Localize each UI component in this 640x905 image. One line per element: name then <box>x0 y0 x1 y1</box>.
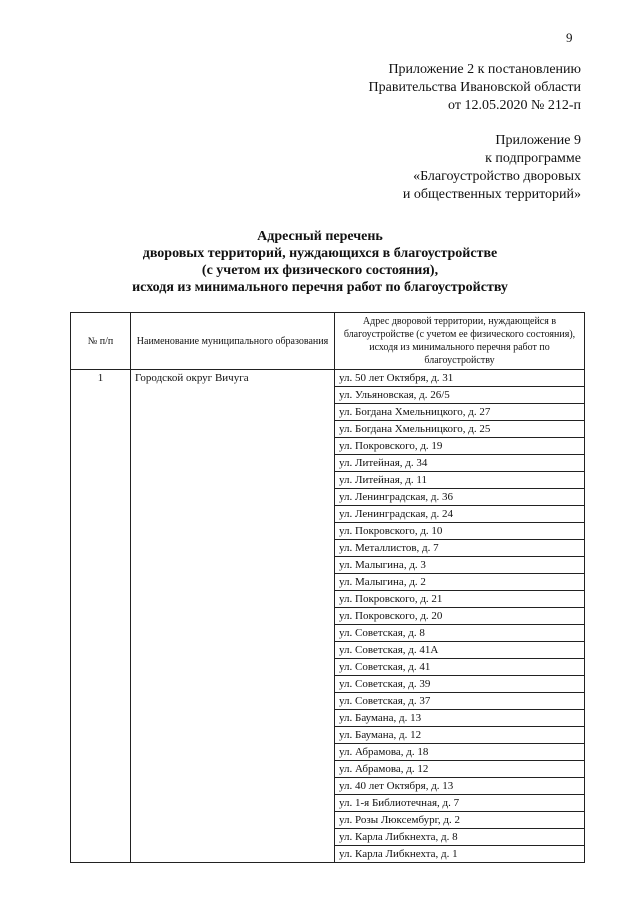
address-cell: ул. Богдана Хмельницкого, д. 27 <box>335 404 585 421</box>
address-cell: ул. 1-я Библиотечная, д. 7 <box>335 795 585 812</box>
annex9-line: Приложение 9 <box>495 133 581 148</box>
address-cell: ул. Малыгина, д. 2 <box>335 574 585 591</box>
annex2-line: от 12.05.2020 № 212-п <box>448 98 581 113</box>
document-title <box>0 228 640 296</box>
annex9-line: к подпрограмме <box>485 151 581 166</box>
header-address: Адрес дворовой территории, нуждающейся в благоустройстве (с учетом ее физического состояния), исходя из минимального перечня работ по благоустройству <box>335 313 585 370</box>
address-cell: ул. 50 лет Октября, д. 31 <box>335 370 585 387</box>
address-cell: ул. Металлистов, д. 7 <box>335 540 585 557</box>
annex9-line: «Благоустройство дворовых <box>413 169 581 184</box>
row-number: 1 <box>71 370 131 863</box>
address-cell: ул. Абрамова, д. 12 <box>335 761 585 778</box>
address-cell: ул. Ленинградская, д. 36 <box>335 489 585 506</box>
header-number: № п/п <box>71 313 131 370</box>
address-cell: ул. Советская, д. 37 <box>335 693 585 710</box>
annex2-reference <box>369 61 581 115</box>
address-cell: ул. Малыгина, д. 3 <box>335 557 585 574</box>
table-header-row <box>71 313 585 370</box>
annex9-reference <box>403 132 581 204</box>
address-cell: ул. Покровского, д. 19 <box>335 438 585 455</box>
address-cell: ул. Розы Люксембург, д. 2 <box>335 812 585 829</box>
header-municipality: Наименование муниципального образования <box>131 313 335 370</box>
municipality-name: Городской округ Вичуга <box>131 370 335 863</box>
address-cell: ул. Ульяновская, д. 26/5 <box>335 387 585 404</box>
address-cell: ул. Литейная, д. 34 <box>335 455 585 472</box>
address-cell: ул. Советская, д. 41 <box>335 659 585 676</box>
title-line: дворовых территорий, нуждающихся в благоустройстве <box>142 246 498 261</box>
annex2-line: Приложение 2 к постановлению <box>388 62 581 77</box>
address-cell: ул. Советская, д. 41А <box>335 642 585 659</box>
address-cell: ул. Богдана Хмельницкого, д. 25 <box>335 421 585 438</box>
address-cell: ул. Советская, д. 8 <box>335 625 585 642</box>
address-cell: ул. Литейная, д. 11 <box>335 472 585 489</box>
annex2-line: Правительства Ивановской области <box>368 80 581 95</box>
address-cell: ул. Карла Либкнехта, д. 8 <box>335 829 585 846</box>
annex9-line: и общественных территорий» <box>402 187 581 202</box>
address-cell: ул. 40 лет Октября, д. 13 <box>335 778 585 795</box>
address-cell: ул. Покровского, д. 21 <box>335 591 585 608</box>
address-table <box>70 312 585 863</box>
address-cell: ул. Абрамова, д. 18 <box>335 744 585 761</box>
address-cell: ул. Покровского, д. 20 <box>335 608 585 625</box>
title-line: (с учетом их физического состояния), <box>201 263 439 278</box>
title-line: Адресный перечень <box>257 229 383 244</box>
address-cell: ул. Покровского, д. 10 <box>335 523 585 540</box>
page-number: 9 <box>566 30 573 45</box>
address-cell: ул. Советская, д. 39 <box>335 676 585 693</box>
address-cell: ул. Карла Либкнехта, д. 1 <box>335 846 585 863</box>
address-cell: ул. Ленинградская, д. 24 <box>335 506 585 523</box>
address-cell: ул. Баумана, д. 12 <box>335 727 585 744</box>
table-body <box>71 370 585 863</box>
title-line: исходя из минимального перечня работ по благоустройству <box>132 280 508 295</box>
table-row <box>71 370 585 387</box>
address-cell: ул. Баумана, д. 13 <box>335 710 585 727</box>
